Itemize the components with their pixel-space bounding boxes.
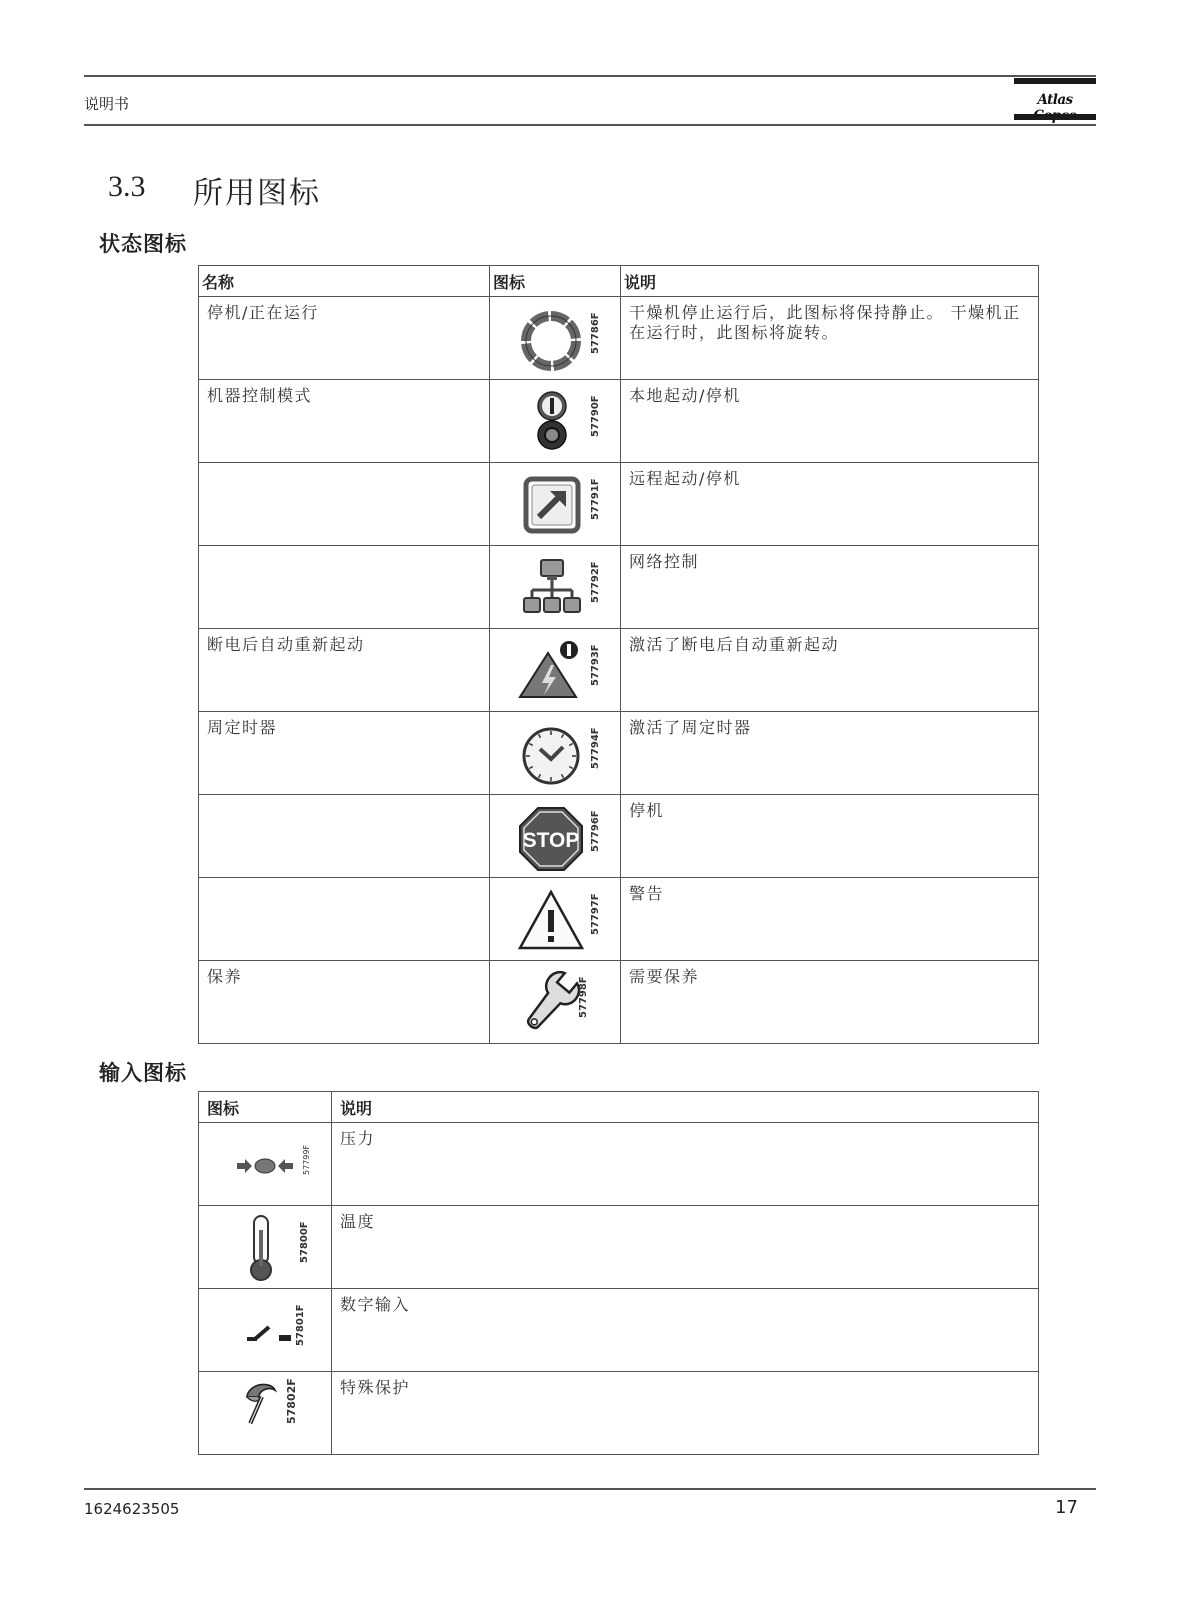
remote-arrow-icon — [516, 469, 586, 539]
rotating-ring-icon — [516, 303, 586, 373]
status-icons-heading: 状态图标 — [99, 232, 187, 256]
table-row — [199, 1289, 1039, 1372]
header-bottom-rule — [84, 124, 1096, 126]
table-header-row — [199, 1092, 1039, 1123]
row-name: 停机/正在运行 — [199, 297, 490, 380]
figure-code: 57792F — [590, 561, 601, 603]
clock-icon — [516, 718, 586, 788]
column-header: 图标 — [199, 1092, 332, 1123]
footer-rule — [84, 1488, 1096, 1490]
row-name: 断电后自动重新起动 — [199, 629, 490, 712]
page-number: 17 — [1055, 1497, 1078, 1518]
figure-code: 57800F — [299, 1221, 310, 1263]
icon-cell — [199, 1206, 332, 1289]
header-top-rule — [84, 75, 1096, 77]
table-row — [199, 878, 1039, 961]
icon-cell — [490, 297, 621, 380]
row-description: 本地起动/停机 — [621, 380, 1039, 463]
figure-code: 57796F — [590, 810, 601, 852]
icon-cell — [199, 1372, 332, 1455]
pressure-icon — [235, 1129, 305, 1199]
row-description: 数字输入 — [332, 1289, 1039, 1372]
figure-code: 57794F — [590, 727, 601, 769]
icon-cell — [490, 795, 621, 878]
section-title: 所用图标 — [193, 176, 321, 211]
wrench-icon — [516, 967, 586, 1037]
icon-cell — [490, 463, 621, 546]
table-header-row — [199, 266, 1039, 297]
row-description: 需要保养 — [621, 961, 1039, 1044]
warning-triangle-icon — [516, 884, 586, 954]
document-number: 1624623505 — [84, 1500, 180, 1518]
table-row — [199, 1206, 1039, 1289]
table-row — [199, 297, 1039, 380]
power-restart-warning-icon — [516, 635, 586, 705]
figure-code: 57786F — [590, 312, 601, 354]
row-description: 激活了周定时器 — [621, 712, 1039, 795]
network-icon — [516, 552, 586, 622]
figure-code: 57798F — [578, 976, 589, 1018]
row-description: 干燥机停止运行后，此图标将保持静止。 干燥机正在运行时，此图标将旋转。 — [621, 297, 1039, 380]
row-description: 停机 — [621, 795, 1039, 878]
icon-cell — [199, 1123, 332, 1206]
icon-cell — [490, 380, 621, 463]
header-title: 说明书 — [84, 95, 130, 113]
table-row — [199, 463, 1039, 546]
icon-cell — [199, 1289, 332, 1372]
figure-code: 57791F — [590, 478, 601, 520]
figure-code: 57793F — [590, 644, 601, 686]
table-row — [199, 1123, 1039, 1206]
column-header: 图标 — [490, 266, 621, 297]
stop-sign-label: STOP — [522, 829, 580, 852]
section-number: 3.3 — [108, 170, 146, 203]
row-name — [199, 795, 490, 878]
row-description: 压力 — [332, 1123, 1039, 1206]
table-row — [199, 380, 1039, 463]
row-description: 温度 — [332, 1206, 1039, 1289]
row-description: 特殊保护 — [332, 1372, 1039, 1455]
row-name: 机器控制模式 — [199, 380, 490, 463]
row-name: 周定时器 — [199, 712, 490, 795]
icon-cell — [490, 546, 621, 629]
column-header: 说明 — [621, 266, 1039, 297]
row-description: 远程起动/停机 — [621, 463, 1039, 546]
logo-text: Atlas — [1037, 92, 1073, 108]
figure-code: 57790F — [590, 395, 601, 437]
table-row — [199, 961, 1039, 1044]
local-start-stop-icon — [516, 386, 586, 456]
stop-sign-icon — [516, 801, 586, 871]
row-description: 警告 — [621, 878, 1039, 961]
row-name — [199, 546, 490, 629]
icon-cell — [490, 712, 621, 795]
figure-code: 57797F — [590, 893, 601, 935]
thermometer-icon — [229, 1212, 299, 1282]
row-name — [199, 463, 490, 546]
figure-code: 57802F — [285, 1378, 298, 1424]
figure-code: 57799F — [302, 1144, 311, 1175]
row-name — [199, 878, 490, 961]
column-header: 说明 — [332, 1092, 1039, 1123]
figure-code: 57801F — [295, 1304, 306, 1346]
table-row — [199, 795, 1039, 878]
icon-cell — [490, 878, 621, 961]
row-description: 激活了断电后自动重新起动 — [621, 629, 1039, 712]
table-row — [199, 712, 1039, 795]
icon-cell — [490, 629, 621, 712]
status-icons-table — [198, 265, 1039, 1044]
table-row — [199, 629, 1039, 712]
table-row — [199, 1372, 1039, 1455]
table-row — [199, 546, 1039, 629]
row-name: 保养 — [199, 961, 490, 1044]
column-header: 名称 — [199, 266, 490, 297]
input-icons-table — [198, 1091, 1039, 1455]
atlas-copco-logo — [1014, 78, 1096, 126]
icon-cell — [490, 961, 621, 1044]
input-icons-heading: 输入图标 — [99, 1061, 187, 1085]
row-description: 网络控制 — [621, 546, 1039, 629]
